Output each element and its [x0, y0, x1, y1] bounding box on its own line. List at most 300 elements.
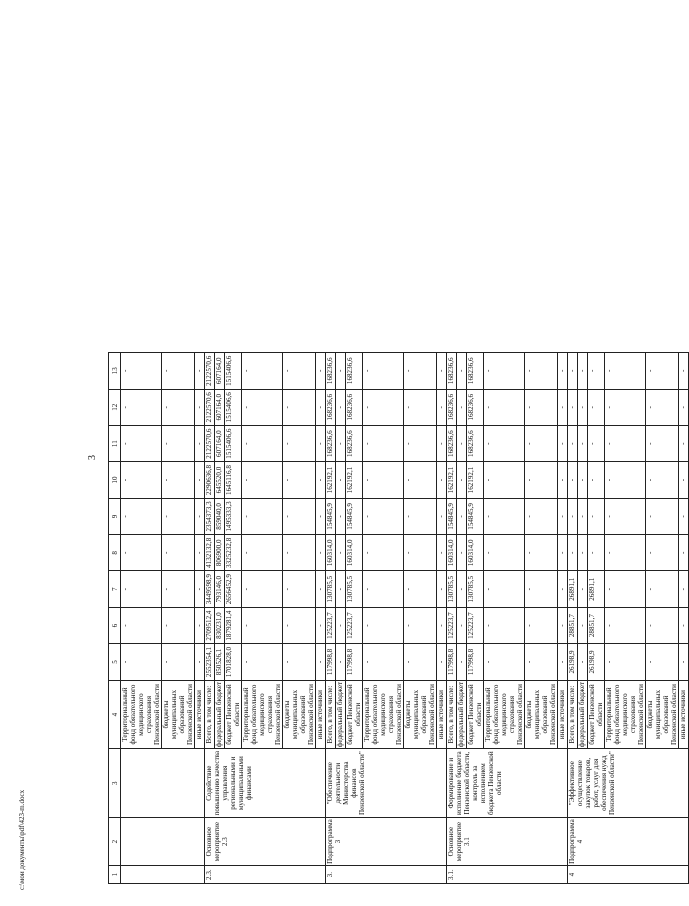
amount-cell: 130785,5: [467, 571, 484, 607]
amount-cell: -: [242, 462, 283, 498]
amount-cell: -: [457, 425, 467, 461]
amount-cell: -: [679, 425, 689, 461]
amount-cell: 168236,6: [346, 389, 363, 425]
amount-cell: -: [578, 607, 588, 643]
amount-cell: -: [363, 462, 404, 498]
amount-cell: -: [646, 462, 679, 498]
amount-cell: -: [588, 389, 605, 425]
amount-cell: 2122570,6: [205, 425, 215, 461]
column-number-cell: 2: [109, 817, 121, 865]
amount-cell: -: [363, 389, 404, 425]
amount-cell: -: [363, 498, 404, 534]
amount-cell: -: [437, 353, 447, 390]
amount-cell: -: [283, 425, 316, 461]
funding-source-cell: Территориальный фонд обязательного медицинского страхования Пензенской области: [121, 680, 162, 749]
amount-cell: -: [679, 607, 689, 643]
amount-cell: -: [525, 498, 558, 534]
amount-cell: -: [525, 425, 558, 461]
amount-cell: 26891,1: [588, 571, 605, 607]
funding-source-cell: Территориальный фонд обязательного медицинского страхования Пензенской области: [484, 680, 525, 749]
amount-cell: -: [558, 571, 568, 607]
amount-cell: -: [578, 644, 588, 680]
item-goal-cell: "Обеспечение деятельности Министерства финансов Пензенской области": [326, 749, 447, 817]
item-name-cell: Основное мероприятие 3.1: [447, 817, 568, 865]
amount-cell: -: [437, 535, 447, 571]
item-number-cell: 3.1.: [447, 866, 568, 884]
amount-cell: 2354373,3: [205, 498, 215, 534]
amount-cell: -: [437, 462, 447, 498]
amount-cell: -: [525, 607, 558, 643]
amount-cell: 793146,0: [215, 571, 225, 607]
amount-cell: -: [578, 462, 588, 498]
rotated-table-container: [108, 352, 689, 884]
amount-cell: -: [457, 607, 467, 643]
amount-cell: 168236,6: [326, 353, 336, 390]
funding-source-cell: бюджет Пензенской области: [467, 680, 484, 749]
amount-cell: -: [525, 644, 558, 680]
amount-cell: -: [457, 353, 467, 390]
amount-cell: -: [404, 353, 437, 390]
amount-cell: -: [568, 462, 578, 498]
amount-cell: 125223,7: [467, 607, 484, 643]
item-number-cell: [121, 866, 205, 884]
amount-cell: -: [336, 607, 346, 643]
amount-cell: 168236,6: [467, 425, 484, 461]
amount-cell: -: [162, 498, 195, 534]
amount-cell: 2290636,8: [205, 462, 215, 498]
table-row: [326, 353, 336, 884]
amount-cell: -: [578, 389, 588, 425]
amount-cell: -: [316, 644, 326, 680]
item-name-cell: Основное мероприятие 2.3: [205, 817, 326, 865]
amount-cell: 830231,0: [215, 607, 225, 643]
funding-source-cell: Всего, в том числе:: [326, 680, 336, 749]
item-name-cell: Подпрограмма 4: [568, 817, 689, 865]
amount-cell: -: [283, 644, 316, 680]
amount-cell: 1515406,6: [225, 425, 242, 461]
amount-cell: -: [121, 535, 162, 571]
column-number-cell: 6: [109, 607, 121, 643]
amount-cell: -: [568, 389, 578, 425]
amount-cell: -: [404, 425, 437, 461]
amount-cell: -: [121, 607, 162, 643]
amount-cell: 160314,0: [467, 535, 484, 571]
amount-cell: -: [363, 571, 404, 607]
amount-cell: -: [316, 571, 326, 607]
amount-cell: -: [646, 389, 679, 425]
amount-cell: -: [363, 353, 404, 390]
amount-cell: 1701828,0: [225, 644, 242, 680]
amount-cell: 154845,9: [326, 498, 336, 534]
amount-cell: -: [484, 498, 525, 534]
amount-cell: -: [457, 535, 467, 571]
funding-source-cell: бюджет Пензенской области: [225, 680, 242, 749]
amount-cell: -: [316, 425, 326, 461]
amount-cell: -: [588, 498, 605, 534]
column-number-cell: 7: [109, 571, 121, 607]
amount-cell: -: [437, 425, 447, 461]
amount-cell: -: [336, 425, 346, 461]
funding-source-cell: Всего, в том числе:: [447, 680, 457, 749]
amount-cell: 154845,9: [447, 498, 457, 534]
column-number-cell: 11: [109, 425, 121, 461]
amount-cell: -: [578, 498, 588, 534]
amount-cell: -: [162, 462, 195, 498]
amount-cell: 859040,0: [215, 498, 225, 534]
amount-cell: 125223,7: [346, 607, 363, 643]
amount-cell: -: [316, 535, 326, 571]
funding-source-cell: бюджеты муниципальных образований Пензенской области: [525, 680, 558, 749]
funding-source-cell: бюджет Пензенской области: [588, 680, 605, 749]
amount-cell: 130785,5: [447, 571, 457, 607]
amount-cell: -: [316, 389, 326, 425]
amount-cell: -: [404, 644, 437, 680]
funding-source-cell: иные источники: [558, 680, 568, 749]
column-number-cell: 9: [109, 498, 121, 534]
amount-cell: -: [558, 389, 568, 425]
amount-cell: -: [588, 425, 605, 461]
amount-cell: -: [336, 498, 346, 534]
table-row: [121, 353, 162, 884]
amount-cell: 117998,8: [467, 644, 484, 680]
amount-cell: -: [404, 498, 437, 534]
amount-cell: -: [195, 425, 205, 461]
amount-cell: 607164,0: [215, 425, 225, 461]
funding-source-cell: бюджеты муниципальных образований Пензенской области: [283, 680, 316, 749]
amount-cell: -: [457, 571, 467, 607]
amount-cell: -: [605, 535, 646, 571]
amount-cell: -: [437, 389, 447, 425]
amount-cell: -: [316, 607, 326, 643]
funding-source-cell: федеральный бюджет: [215, 681, 223, 748]
amount-cell: -: [283, 462, 316, 498]
amount-cell: -: [568, 353, 578, 390]
amount-cell: -: [363, 644, 404, 680]
amount-cell: -: [605, 644, 646, 680]
amount-cell: -: [242, 353, 283, 390]
amount-cell: 168236,6: [447, 353, 457, 390]
amount-cell: -: [578, 353, 588, 390]
amount-cell: -: [605, 571, 646, 607]
amount-cell: 607164,0: [215, 389, 225, 425]
amount-cell: 26198,9: [568, 644, 578, 680]
amount-cell: -: [646, 425, 679, 461]
amount-cell: -: [195, 353, 205, 390]
amount-cell: -: [283, 535, 316, 571]
table-row: [447, 353, 457, 884]
amount-cell: 168236,6: [346, 425, 363, 461]
amount-cell: -: [525, 462, 558, 498]
amount-cell: 2552354,1: [205, 644, 215, 680]
amount-cell: -: [336, 462, 346, 498]
amount-cell: 160314,0: [447, 535, 457, 571]
amount-cell: -: [363, 535, 404, 571]
funding-source-cell: иные источники: [316, 680, 326, 749]
amount-cell: -: [162, 425, 195, 461]
amount-cell: -: [283, 389, 316, 425]
amount-cell: 4132132,8: [205, 535, 215, 571]
amount-cell: -: [121, 425, 162, 461]
amount-cell: -: [404, 389, 437, 425]
amount-cell: 168236,6: [447, 425, 457, 461]
amount-cell: -: [578, 535, 588, 571]
amount-cell: 125223,7: [326, 607, 336, 643]
amount-cell: -: [679, 644, 689, 680]
amount-cell: -: [605, 425, 646, 461]
amount-cell: -: [578, 425, 588, 461]
amount-cell: -: [558, 644, 568, 680]
amount-cell: -: [558, 425, 568, 461]
amount-cell: -: [121, 644, 162, 680]
amount-cell: -: [484, 462, 525, 498]
amount-cell: 160314,0: [346, 535, 363, 571]
amount-cell: -: [679, 353, 689, 390]
amount-cell: 168236,6: [467, 389, 484, 425]
item-number-cell: 4: [568, 866, 689, 884]
amount-cell: 806900,0: [215, 535, 225, 571]
item-number-cell: 2.3.: [205, 866, 326, 884]
amount-cell: -: [121, 353, 162, 390]
funding-source-cell: бюджеты муниципальных образований Пензенской области: [162, 680, 195, 749]
amount-cell: -: [588, 462, 605, 498]
amount-cell: -: [162, 353, 195, 390]
column-number-cell: 5: [109, 644, 121, 680]
amount-cell: -: [242, 644, 283, 680]
amount-cell: 1495333,3: [225, 498, 242, 534]
amount-cell: -: [484, 571, 525, 607]
item-goal-cell: [121, 749, 205, 817]
amount-cell: -: [568, 535, 578, 571]
amount-cell: -: [195, 462, 205, 498]
amount-cell: -: [336, 644, 346, 680]
amount-cell: -: [336, 535, 346, 571]
amount-cell: 125223,7: [447, 607, 457, 643]
amount-cell: 2122570,6: [205, 389, 215, 425]
amount-cell: -: [679, 535, 689, 571]
funding-source-cell: Территориальный фонд обязательного медицинского страхования Пензенской области: [605, 680, 646, 749]
amount-cell: 160314,0: [326, 535, 336, 571]
amount-cell: 162192,1: [447, 462, 457, 498]
amount-cell: -: [605, 498, 646, 534]
amount-cell: -: [525, 353, 558, 390]
amount-cell: 1515406,6: [225, 389, 242, 425]
amount-cell: -: [437, 498, 447, 534]
amount-cell: -: [162, 644, 195, 680]
amount-cell: -: [121, 571, 162, 607]
budget-table: [108, 352, 689, 884]
amount-cell: -: [242, 498, 283, 534]
amount-cell: -: [558, 498, 568, 534]
amount-cell: -: [162, 607, 195, 643]
header-row: [109, 353, 121, 884]
amount-cell: -: [162, 535, 195, 571]
amount-cell: 117998,8: [346, 644, 363, 680]
item-name-cell: [121, 817, 205, 865]
amount-cell: -: [484, 353, 525, 390]
amount-cell: -: [336, 571, 346, 607]
amount-cell: 168236,6: [326, 425, 336, 461]
column-number-cell: 10: [109, 462, 121, 498]
amount-cell: -: [242, 607, 283, 643]
amount-cell: 26891,1: [568, 571, 578, 607]
amount-cell: 2122570,6: [205, 353, 215, 390]
funding-source-cell: иные источники: [437, 680, 447, 749]
amount-cell: -: [646, 644, 679, 680]
column-number-cell: 13: [109, 353, 121, 390]
amount-cell: -: [316, 353, 326, 390]
funding-source-cell: федеральный бюджет: [457, 681, 465, 748]
amount-cell: 154845,9: [467, 498, 484, 534]
amount-cell: 162192,1: [346, 462, 363, 498]
amount-cell: -: [578, 571, 588, 607]
amount-cell: -: [679, 498, 689, 534]
item-goal-cell: "Эффективное осуществление закупок товаров, работ, услуг для обеспечения нужд Пензенской области": [568, 749, 689, 817]
footer-file-path: c:\мои документы\pdf\423-m.docx: [18, 789, 26, 890]
funding-source-cell: Территориальный фонд обязательного медицинского страхования Пензенской области: [363, 680, 404, 749]
amount-cell: 117998,8: [326, 644, 336, 680]
amount-cell: -: [679, 462, 689, 498]
amount-cell: -: [363, 425, 404, 461]
funding-source-cell: федеральный бюджет: [336, 681, 344, 748]
amount-cell: -: [162, 571, 195, 607]
amount-cell: -: [484, 644, 525, 680]
amount-cell: -: [679, 389, 689, 425]
amount-cell: 168236,6: [346, 353, 363, 390]
page-number: 3: [87, 455, 98, 460]
amount-cell: -: [605, 353, 646, 390]
amount-cell: -: [484, 535, 525, 571]
column-number-cell: 3: [109, 749, 121, 817]
amount-cell: -: [646, 571, 679, 607]
amount-cell: -: [336, 353, 346, 390]
amount-cell: -: [457, 498, 467, 534]
amount-cell: -: [605, 607, 646, 643]
amount-cell: -: [525, 571, 558, 607]
amount-cell: 850526,1: [215, 644, 225, 680]
table-row: [568, 353, 578, 884]
column-number-cell: 12: [109, 389, 121, 425]
amount-cell: -: [195, 498, 205, 534]
amount-cell: 154845,9: [346, 498, 363, 534]
amount-cell: 117998,8: [447, 644, 457, 680]
amount-cell: -: [437, 644, 447, 680]
amount-cell: -: [525, 535, 558, 571]
amount-cell: -: [195, 571, 205, 607]
amount-cell: 28851,7: [588, 607, 605, 643]
amount-cell: -: [316, 498, 326, 534]
amount-cell: 607164,0: [215, 353, 225, 390]
amount-cell: -: [558, 607, 568, 643]
funding-source-cell: Всего, в том числе:: [568, 680, 578, 749]
amount-cell: 1645116,8: [225, 462, 242, 498]
item-goal-cell: Формирование и исполнение бюджета Пензенской области, контроль за исполнением бюджета Пензенской области: [447, 749, 568, 817]
amount-cell: -: [484, 389, 525, 425]
amount-cell: -: [316, 462, 326, 498]
table-row: [205, 353, 215, 884]
amount-cell: -: [242, 425, 283, 461]
funding-source-cell: бюджеты муниципальных образований Пензенской области: [404, 680, 437, 749]
amount-cell: -: [195, 644, 205, 680]
funding-source-cell: федеральный бюджет: [578, 681, 586, 748]
amount-cell: 168236,6: [467, 353, 484, 390]
funding-source-cell: иные источники: [679, 680, 689, 749]
funding-source-cell: Территориальный фонд обязательного медицинского страхования Пензенской области: [242, 680, 283, 749]
amount-cell: 3325232,8: [225, 535, 242, 571]
column-number-cell: 4: [109, 680, 121, 749]
amount-cell: -: [242, 535, 283, 571]
item-number-cell: 3.: [326, 866, 447, 884]
amount-cell: -: [558, 535, 568, 571]
amount-cell: -: [568, 498, 578, 534]
amount-cell: 645520,0: [215, 462, 225, 498]
amount-cell: -: [457, 462, 467, 498]
amount-cell: -: [558, 353, 568, 390]
amount-cell: 130785,5: [346, 571, 363, 607]
amount-cell: -: [484, 425, 525, 461]
amount-cell: -: [646, 353, 679, 390]
amount-cell: -: [404, 571, 437, 607]
amount-cell: -: [646, 607, 679, 643]
amount-cell: -: [437, 607, 447, 643]
amount-cell: -: [588, 353, 605, 390]
amount-cell: -: [588, 535, 605, 571]
amount-cell: 1879281,4: [225, 607, 242, 643]
funding-source-cell: иные источники: [195, 680, 205, 749]
item-name-cell: Подпрограмма 3: [326, 817, 447, 865]
amount-cell: -: [195, 389, 205, 425]
amount-cell: -: [121, 498, 162, 534]
amount-cell: -: [195, 535, 205, 571]
amount-cell: -: [568, 425, 578, 461]
amount-cell: -: [363, 607, 404, 643]
amount-cell: -: [437, 571, 447, 607]
amount-cell: -: [679, 571, 689, 607]
amount-cell: -: [457, 644, 467, 680]
amount-cell: -: [404, 535, 437, 571]
funding-source-cell: Всего, в том числе:: [205, 680, 215, 749]
amount-cell: 3449598,9: [205, 571, 215, 607]
amount-cell: 130785,5: [326, 571, 336, 607]
amount-cell: 26198,9: [588, 644, 605, 680]
amount-cell: -: [646, 535, 679, 571]
amount-cell: -: [283, 607, 316, 643]
amount-cell: 168236,6: [326, 389, 336, 425]
amount-cell: -: [646, 498, 679, 534]
amount-cell: -: [283, 571, 316, 607]
amount-cell: 162192,1: [467, 462, 484, 498]
amount-cell: -: [162, 389, 195, 425]
amount-cell: -: [558, 462, 568, 498]
amount-cell: -: [195, 607, 205, 643]
amount-cell: -: [283, 353, 316, 390]
amount-cell: -: [121, 389, 162, 425]
item-goal-cell: Содействие повышению качества управления региональными и муниципальными финансами: [205, 749, 326, 817]
amount-cell: 2656452,9: [225, 571, 242, 607]
amount-cell: -: [242, 389, 283, 425]
amount-cell: 28851,7: [568, 607, 578, 643]
amount-cell: -: [457, 389, 467, 425]
amount-cell: -: [484, 607, 525, 643]
amount-cell: -: [404, 607, 437, 643]
amount-cell: 162192,1: [326, 462, 336, 498]
amount-cell: -: [242, 571, 283, 607]
column-number-cell: 8: [109, 535, 121, 571]
amount-cell: 1515406,6: [225, 353, 242, 390]
amount-cell: -: [121, 462, 162, 498]
amount-cell: -: [336, 389, 346, 425]
funding-source-cell: бюджеты муниципальных образований Пензенской области: [646, 680, 679, 749]
amount-cell: 168236,6: [447, 389, 457, 425]
